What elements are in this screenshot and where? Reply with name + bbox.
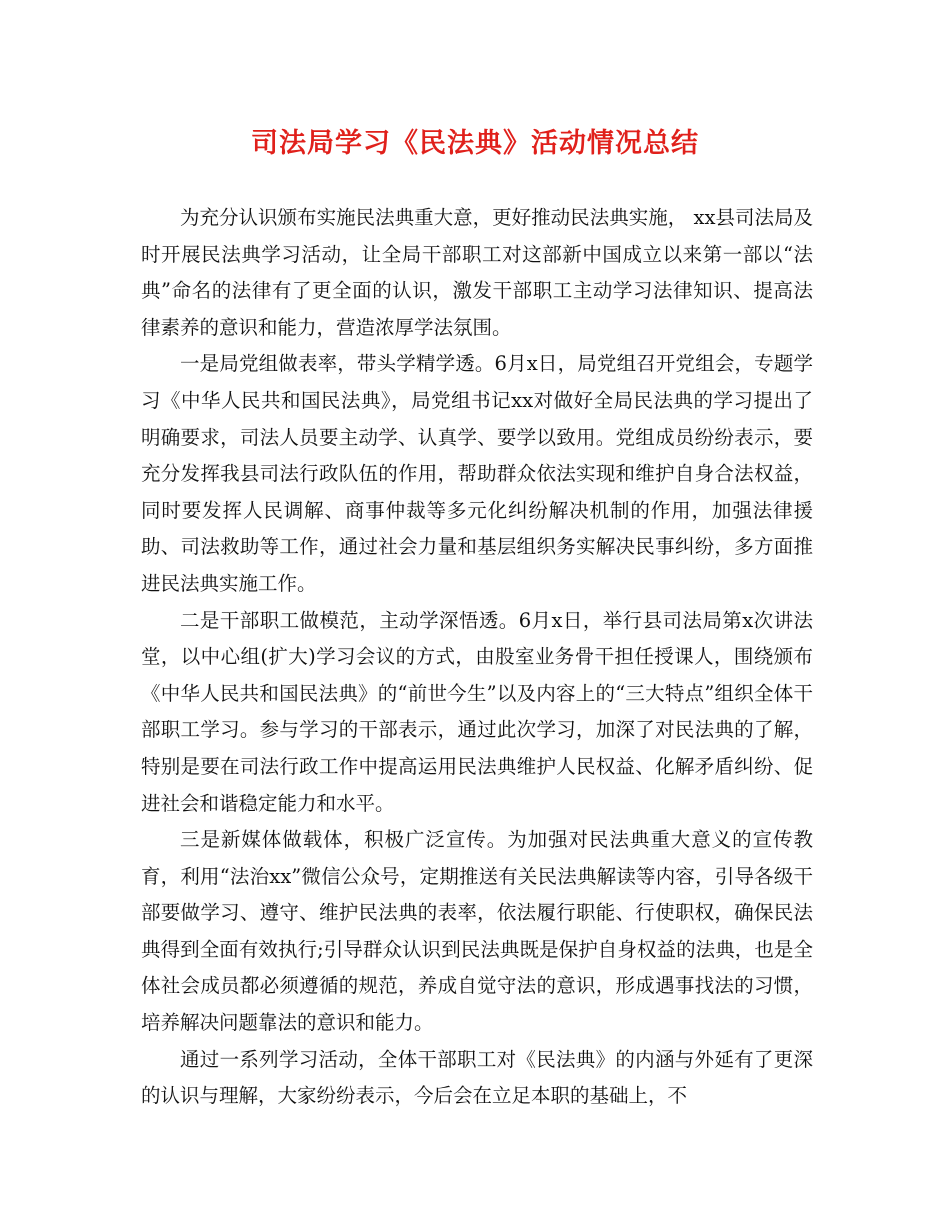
paragraph-conclusion: 通过一系列学习活动，全体干部职工对《民法典》的内涵与外延有了更深的认识与理解，大家纷纷表示，今后会在立足本职的基础上，不	[141, 1047, 813, 1108]
paragraph-point-two: 二是干部职工做模范，主动学深悟透。6月x日，举行县司法局第x次讲法堂，以中心组(扩大)学习会议的方式，由股室业务骨干担任授课人，围绕颁布《中华人民共和国民法典》的“前世今生”以及内容上的“三大特点”组织全体干部职工学习。参与学习的干部表示，通过此次学习，加深了对民法典的了解，特别是要在司法行政工作中提高运用民法典维护人民权益、化解矛盾纠纷、促进社会和谐稳定能力和水平。	[141, 608, 813, 815]
document-body	[141, 200, 813, 1115]
paragraph-intro: 为充分认识颁布实施民法典重大意，更好推动民法典实施， xx县司法局及时开展民法典学习活动，让全局干部职工对这部新中国成立以来第一部以“法典”命名的法律有了更全面的认识，激发干部职工主动学习法律知识、提高法律素养的意识和能力，营造浓厚学法氛围。	[141, 206, 813, 339]
paragraph-point-three: 三是新媒体做载体，积极广泛宣传。为加强对民法典重大意义的宣传教育，利用“法治xx”微信公众号，定期推送有关民法典解读等内容，引导各级干部要做学习、遵守、维护民法典的表率，依法履行职能、行使职权，确保民法典得到全面有效执行;引导群众认识到民法典既是保护自身权益的法典，也是全体社会成员都必须遵循的规范，养成自觉守法的意识，形成遇事找法的习惯，培养解决问题靠法的意识和能力。	[141, 828, 813, 1035]
document-title: 司法局学习《民法典》活动情况总结	[251, 128, 699, 159]
paragraph-point-one: 一是局党组做表率，带头学精学透。6月x日，局党组召开党组会，专题学习《中华人民共和国民法典》，局党组书记xx对做好全局民法典的学习提出了明确要求，司法人员要主动学、认真学、要学以致用。党组成员纷纷表示，要充分发挥我县司法行政队伍的作用，帮助群众依法实现和维护自身合法权益，同时要发挥人民调解、商事仲裁等多元化纠纷解决机制的作用，加强法律援助、司法救助等工作，通过社会力量和基层组织务实解决民事纠纷，多方面推进民法典实施工作。	[141, 352, 813, 595]
